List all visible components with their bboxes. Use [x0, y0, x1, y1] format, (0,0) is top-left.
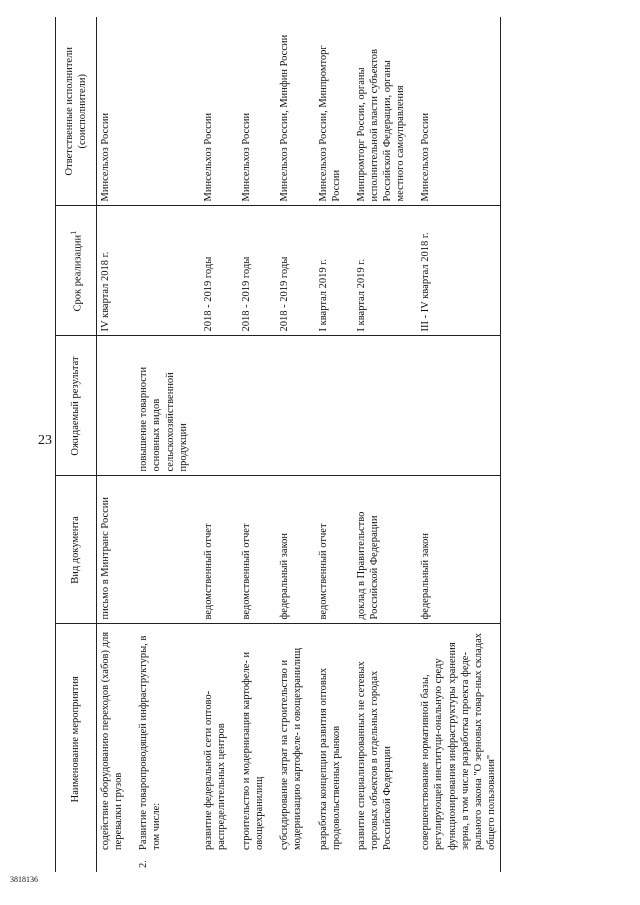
table-row [97, 17, 128, 872]
deadline-cell: 2018 - 2019 годы [230, 206, 268, 336]
executors-cell: Минсельхоз России [230, 17, 268, 206]
measure-name-cell: содействие оборудованию переходов (хабов) для перевалки грузов [100, 631, 125, 850]
table-row [192, 17, 230, 872]
header-deadline-text: Срок реализации [72, 234, 84, 312]
document-type-cell: федеральный закон [268, 476, 306, 624]
measure-name-cell: субсидирование затрат на строительство и модернизацию картофеле- и овощехранилищ [279, 647, 304, 850]
deadline-cell [127, 206, 192, 336]
expected-result-cell: повышение товарности основных видов сельскохозяйственной продукции [127, 336, 192, 476]
row-number-cell [345, 854, 410, 872]
measure-name-cell: развитие специализированных не сетевых торговых объектов в отдельных городах Российской Федерации [355, 661, 393, 850]
expected-result-cell [268, 336, 306, 476]
measure-name-cell: совершенствование нормативной базы, регулирующей институци-ональную среду функционирования инфраструктуры хранения зерна, в том числе разработка проекта феде-рального закона "О зерновых товар-ных складах общего пользования" [409, 624, 500, 854]
row-number-cell [192, 854, 230, 872]
row-number-cell [97, 854, 128, 872]
row-number-cell [268, 854, 306, 872]
measure-name-cell: развитие федеральной сети оптово-распределительных центров [202, 690, 227, 850]
document-type-cell: ведомственный отчет [307, 476, 345, 624]
executors-cell: Минсельхоз России, Минпромторг России [307, 17, 345, 206]
page-number: 23 [38, 433, 52, 448]
row-number-cell [230, 854, 268, 872]
expected-result-cell [192, 336, 230, 476]
header-deadline [56, 206, 97, 336]
row-number-cell: 2. [138, 860, 150, 868]
deadline-cell: III - IV квартал 2018 г. [409, 206, 500, 336]
deadline-cell: 2018 - 2019 годы [192, 206, 230, 336]
row-number-cell [409, 854, 500, 872]
document-type-cell: ведомственный отчет [192, 476, 230, 624]
table-header-row [56, 17, 97, 872]
header-document-type: Вид документа [56, 476, 97, 624]
table-row [127, 17, 192, 872]
deadline-cell: I квартал 2019 г. [307, 206, 345, 336]
deadline-cell: I квартал 2019 г. [345, 206, 410, 336]
table-row [230, 17, 268, 872]
expected-result-cell [345, 336, 410, 476]
expected-result-cell [409, 336, 500, 476]
document-type-cell: письмо в Минтранс России [97, 476, 128, 624]
table-body [97, 17, 501, 872]
document-code: 3818136 [10, 875, 38, 884]
expected-result-cell [307, 336, 345, 476]
measure-name-cell: строительство и модернизация картофеле- и овощехранилищ [241, 651, 266, 850]
document-type-cell: ведомственный отчет [230, 476, 268, 624]
deadline-cell: IV квартал 2018 г. [97, 206, 128, 336]
table-row [268, 17, 306, 872]
header-expected-result: Ожидаемый результат [56, 336, 97, 476]
table-row [307, 17, 345, 872]
footnote-mark: 1 [67, 230, 78, 235]
measure-name-cell: разработка концепции развития оптовых продовольственных рынков [317, 667, 342, 850]
measures-table [55, 17, 501, 872]
executors-cell: Минсельхоз России, Минфин России [268, 17, 306, 206]
row-number-cell [307, 854, 345, 872]
executors-cell: Минсельхоз России [192, 17, 230, 206]
expected-result-cell [230, 336, 268, 476]
header-executors: Ответственные исполнители (соисполнители) [56, 17, 97, 206]
table-row [345, 17, 410, 872]
rotated-table-container [55, 17, 610, 872]
expected-result-cell [97, 336, 128, 476]
document-type-cell: доклад в Правительство Российской Федерации [345, 476, 410, 624]
header-number [56, 854, 97, 872]
executors-cell: Минпромторг России, органы исполнительной власти субъектов Российской Федерации, органы местного самоуправления [345, 17, 410, 206]
header-measure-name: Наименование мероприятия [56, 624, 97, 854]
table-row [409, 17, 500, 872]
measure-name-cell: Развитие товаропроводящей инфраструктуры, в том числе: [138, 635, 163, 850]
executors-cell: Минсельхоз России [409, 17, 500, 206]
document-type-cell: федеральный закон [409, 476, 500, 624]
executors-cell: Минсельхоз России [97, 17, 128, 206]
executors-cell [127, 17, 192, 206]
document-type-cell [127, 476, 192, 624]
deadline-cell: 2018 - 2019 годы [268, 206, 306, 336]
